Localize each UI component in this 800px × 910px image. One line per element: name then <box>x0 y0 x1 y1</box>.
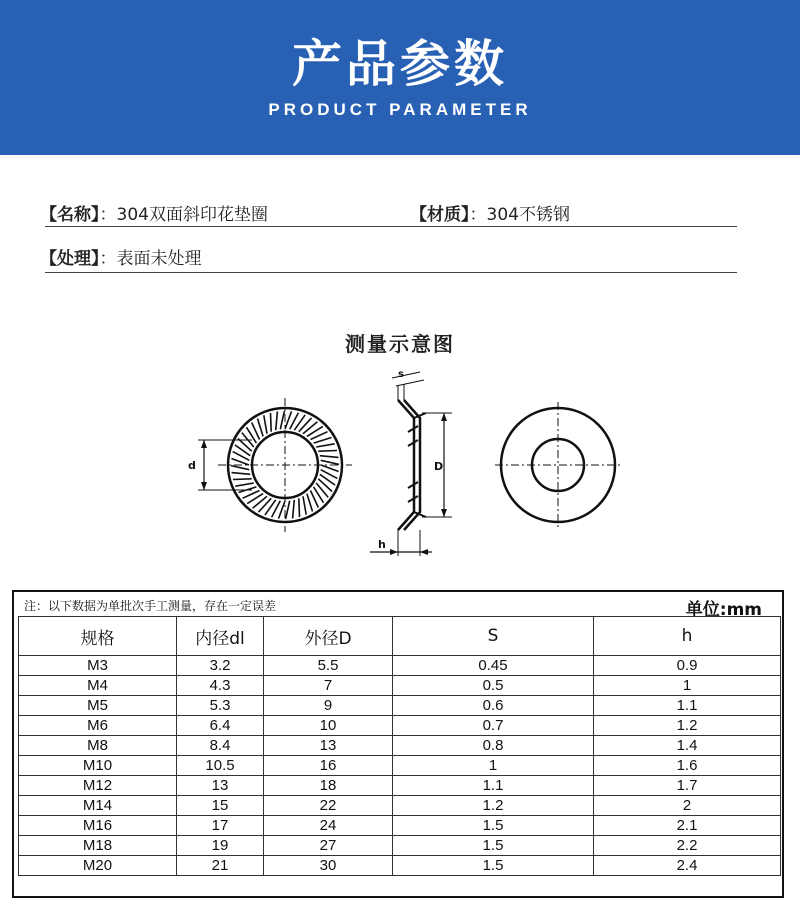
info-material <box>410 200 570 225</box>
serration-line <box>314 438 332 444</box>
table-cell: 0.8 <box>393 736 594 756</box>
diagram-title: 测量示意图 <box>345 332 455 356</box>
table-cell: 30 <box>264 856 393 876</box>
table-row <box>19 676 781 696</box>
table-cell: 24 <box>264 816 393 836</box>
table-cell: 19 <box>177 836 264 856</box>
info-name <box>40 200 268 225</box>
table-unit: 单位:mm <box>685 600 762 620</box>
table-row <box>19 716 781 736</box>
name-value: ：304双面斜印花垫圈 <box>99 205 268 225</box>
table-cell: 5.3 <box>177 696 264 716</box>
serration-line <box>316 444 335 447</box>
table-row <box>19 776 781 796</box>
serration-line <box>258 419 264 437</box>
table-cell: 1.5 <box>393 816 594 836</box>
serration-line <box>233 479 252 480</box>
page-subtitle: PRODUCT PARAMETER <box>268 100 532 119</box>
table-cell: M4 <box>19 676 177 696</box>
table-row <box>19 736 781 756</box>
serration-line <box>264 415 267 434</box>
table-cell: M3 <box>19 656 177 676</box>
table-cell: M10 <box>19 756 177 776</box>
table-cell: M20 <box>19 856 177 876</box>
info-treatment <box>40 244 202 269</box>
table-cell: 16 <box>264 756 393 776</box>
serration-line <box>293 500 295 519</box>
table-cell: 22 <box>264 796 393 816</box>
table-note: 注：以下数据为单批次手工测量，存在一定误差 <box>24 599 277 613</box>
serration-line <box>235 483 254 486</box>
washer-front-view <box>198 398 352 532</box>
table-cell: M12 <box>19 776 177 796</box>
table-row <box>19 816 781 836</box>
serration-line <box>231 466 249 470</box>
table-cell: 1.2 <box>594 716 781 736</box>
table-cell: 2.2 <box>594 836 781 856</box>
table-cell: 2.1 <box>594 816 781 836</box>
table-cell: 21 <box>177 856 264 876</box>
table-cell: M14 <box>19 796 177 816</box>
serration-line <box>321 460 339 464</box>
serration-line <box>318 451 337 452</box>
divider <box>45 272 737 273</box>
thickness-label: s <box>398 369 404 380</box>
column-header: 规格 <box>19 617 177 656</box>
material-value: ：304不锈钢 <box>469 205 570 225</box>
measurement-diagram <box>0 360 800 585</box>
table-cell: 1.6 <box>594 756 781 776</box>
divider <box>45 226 737 227</box>
table-cell: 5.5 <box>264 656 393 676</box>
table-cell: 0.9 <box>594 656 781 676</box>
washer-back-view <box>495 402 622 528</box>
table-cell: 27 <box>264 836 393 856</box>
table-cell: 0.5 <box>393 676 594 696</box>
table-cell: 1 <box>393 756 594 776</box>
table-cell: 1.4 <box>594 736 781 756</box>
table-row <box>19 836 781 856</box>
spec-table <box>18 616 781 876</box>
table-cell: M18 <box>19 836 177 856</box>
table-body <box>19 656 781 876</box>
table-cell: M8 <box>19 736 177 756</box>
table-cell: 1 <box>594 676 781 696</box>
table-cell: 1.7 <box>594 776 781 796</box>
table-cell: 1.1 <box>393 776 594 796</box>
table-cell: 15 <box>177 796 264 816</box>
serration-line <box>299 498 300 517</box>
table-cell: M16 <box>19 816 177 836</box>
table-cell: 0.45 <box>393 656 594 676</box>
table-cell: 1.2 <box>393 796 594 816</box>
table-cell: 2.4 <box>594 856 781 876</box>
name-label: 【名称】 <box>40 205 100 225</box>
serration-line <box>232 473 251 475</box>
outer-diameter-label: D <box>434 460 444 473</box>
table-cell: 13 <box>177 776 264 796</box>
serration-line <box>276 412 278 431</box>
serration-line <box>271 413 272 432</box>
serration-line <box>286 501 290 519</box>
table-cell: M6 <box>19 716 177 736</box>
table-cell: 7 <box>264 676 393 696</box>
header-banner <box>0 0 800 155</box>
column-header: 内径dl <box>177 617 264 656</box>
table-cell: 1.5 <box>393 856 594 876</box>
table-cell: 1.1 <box>594 696 781 716</box>
spec-table-container <box>12 590 784 898</box>
table-cell: 10.5 <box>177 756 264 776</box>
table-cell: 6.4 <box>177 716 264 736</box>
table-cell: 0.7 <box>393 716 594 736</box>
serration-line <box>320 456 339 458</box>
treatment-label: 【处理】 <box>40 249 100 269</box>
table-cell: 17 <box>177 816 264 836</box>
column-header: S <box>393 617 594 656</box>
table-header-row <box>19 617 781 656</box>
table-cell: 9 <box>264 696 393 716</box>
table-row <box>19 656 781 676</box>
table-cell: M5 <box>19 696 177 716</box>
material-label: 【材质】 <box>410 205 470 225</box>
table-cell: 3.2 <box>177 656 264 676</box>
column-header: h <box>594 617 781 656</box>
table-row <box>19 796 781 816</box>
serration-line <box>280 411 284 429</box>
column-header: 外径D <box>264 617 393 656</box>
table-row <box>19 756 781 776</box>
treatment-value: ：表面未处理 <box>99 249 202 269</box>
table-row <box>19 856 781 876</box>
table-row <box>19 696 781 716</box>
page-title: 产品参数 <box>292 35 508 93</box>
table-cell: 0.6 <box>393 696 594 716</box>
inner-diameter-label: d <box>188 459 196 472</box>
table-cell: 13 <box>264 736 393 756</box>
table-cell: 10 <box>264 716 393 736</box>
height-label: h <box>378 538 386 551</box>
table-cell: 4.3 <box>177 676 264 696</box>
table-cell: 18 <box>264 776 393 796</box>
table-cell: 2 <box>594 796 781 816</box>
table-cell: 1.5 <box>393 836 594 856</box>
serration-line <box>303 496 306 515</box>
table-cell: 8.4 <box>177 736 264 756</box>
serration-line <box>307 494 313 512</box>
